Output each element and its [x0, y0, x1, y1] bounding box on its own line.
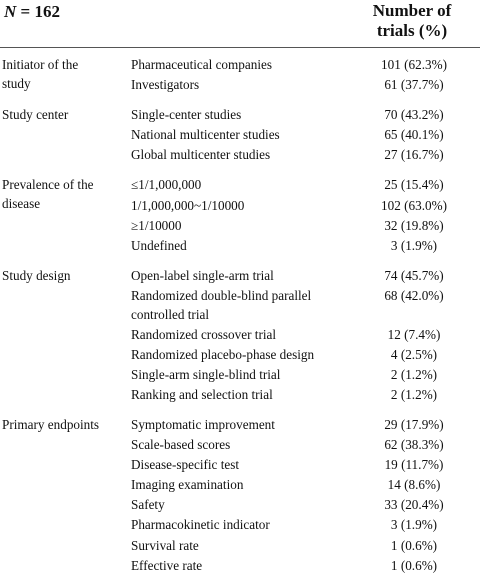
- row-label: ≥1/10000: [131, 217, 182, 233]
- row-count: 61 (37.7%): [384, 77, 444, 93]
- row-label: ≤1/1,000,000: [131, 177, 202, 193]
- row-count: 29 (17.9%): [384, 417, 444, 432]
- category-line: Initiator of the: [2, 57, 79, 72]
- category-line: Study design: [2, 267, 71, 283]
- row-label: Effective rate: [131, 557, 203, 573]
- row-count: 74 (45.7%): [384, 267, 444, 283]
- count-heading-line2: trials (%): [376, 21, 448, 40]
- table-row: [0, 197, 480, 217]
- table-row: [0, 516, 480, 536]
- row-count: 25 (15.4%): [384, 177, 444, 193]
- table-group: [0, 416, 480, 577]
- row-label: Investigators: [131, 77, 200, 93]
- table-row: [0, 237, 480, 257]
- row-label: Randomized double-blind parallel controlled trial: [131, 287, 312, 322]
- row-count: 27 (16.7%): [384, 147, 444, 163]
- category-line: study: [2, 75, 31, 91]
- row-count: 12 (7.4%): [387, 326, 441, 342]
- row-count: 101 (62.3%): [381, 57, 447, 72]
- table-group: [0, 267, 480, 406]
- row-label: Undefined: [131, 237, 187, 253]
- category-line: Prevalence of the: [2, 177, 94, 193]
- row-label: Single-arm single-blind trial: [131, 366, 281, 382]
- row-label: Symptomatic improvement: [131, 417, 275, 432]
- row-label: Open-label single-arm trial: [131, 267, 274, 283]
- table-group: [0, 56, 480, 96]
- row-count: 19 (11.7%): [384, 457, 444, 473]
- sample-size-value: = 162: [16, 2, 60, 21]
- table-body: [0, 56, 480, 587]
- table-row: [0, 176, 480, 196]
- table-row: [0, 366, 480, 386]
- row-count: 65 (40.1%): [384, 127, 444, 143]
- row-label: 1/1,000,000~1/10000: [131, 197, 245, 213]
- table-row: [0, 496, 480, 516]
- table-row: [0, 416, 480, 436]
- category-line: Study center: [2, 107, 69, 123]
- category-line: Primary endpoints: [2, 417, 100, 432]
- table-row: [0, 346, 480, 366]
- row-label: Randomized crossover trial: [131, 326, 277, 342]
- table-row: [0, 326, 480, 346]
- row-label: Disease-specific test: [131, 457, 240, 473]
- row-label: Single-center studies: [131, 107, 242, 123]
- table-row: [0, 126, 480, 146]
- table-group: [0, 176, 480, 256]
- count-heading-line1: Number of: [372, 1, 452, 20]
- table-row: [0, 267, 480, 287]
- table-row: [0, 476, 480, 496]
- table-row: [0, 537, 480, 557]
- row-label: Global multicenter studies: [131, 147, 271, 163]
- table-row: [0, 557, 480, 577]
- table-row: [0, 386, 480, 406]
- sample-size-symbol: N: [4, 2, 17, 21]
- table-row: [0, 436, 480, 456]
- row-count: 102 (63.0%): [381, 197, 447, 213]
- row-count: 2 (1.2%): [390, 366, 438, 382]
- table-row: [0, 287, 480, 326]
- table-row: [0, 146, 480, 166]
- row-count: 33 (20.4%): [384, 497, 444, 513]
- row-label: Imaging examination: [131, 477, 244, 493]
- table-row: [0, 106, 480, 126]
- table-header: [0, 0, 480, 46]
- row-count: 32 (19.8%): [384, 217, 444, 233]
- row-count: 70 (43.2%): [384, 107, 444, 123]
- sample-size-heading: [4, 2, 60, 22]
- table-row: [0, 56, 480, 76]
- count-column-heading: [362, 1, 462, 41]
- header-rule: [0, 47, 480, 48]
- row-label: Ranking and selection trial: [131, 386, 273, 402]
- table-group: [0, 106, 480, 166]
- row-count: 68 (42.0%): [384, 287, 444, 303]
- row-label: Pharmaceutical companies: [131, 57, 272, 72]
- row-count: 3 (1.9%): [390, 237, 438, 253]
- row-count: 1 (0.6%): [390, 557, 438, 573]
- row-count: 14 (8.6%): [387, 477, 441, 493]
- row-label: Pharmacokinetic indicator: [131, 517, 270, 533]
- table-row: [0, 76, 480, 96]
- table-row: [0, 217, 480, 237]
- row-count: 2 (1.2%): [390, 386, 438, 402]
- row-count: 1 (0.6%): [390, 537, 438, 553]
- row-count: 3 (1.9%): [390, 517, 438, 533]
- row-label: Randomized placebo-phase design: [131, 346, 315, 362]
- row-count: 62 (38.3%): [384, 437, 444, 453]
- table-row: [0, 456, 480, 476]
- row-label: Survival rate: [131, 537, 199, 553]
- category-line: disease: [2, 196, 41, 212]
- row-label: National multicenter studies: [131, 127, 280, 143]
- row-label: Scale-based scores: [131, 437, 231, 453]
- row-label: Safety: [131, 497, 165, 513]
- row-count: 4 (2.5%): [390, 346, 438, 362]
